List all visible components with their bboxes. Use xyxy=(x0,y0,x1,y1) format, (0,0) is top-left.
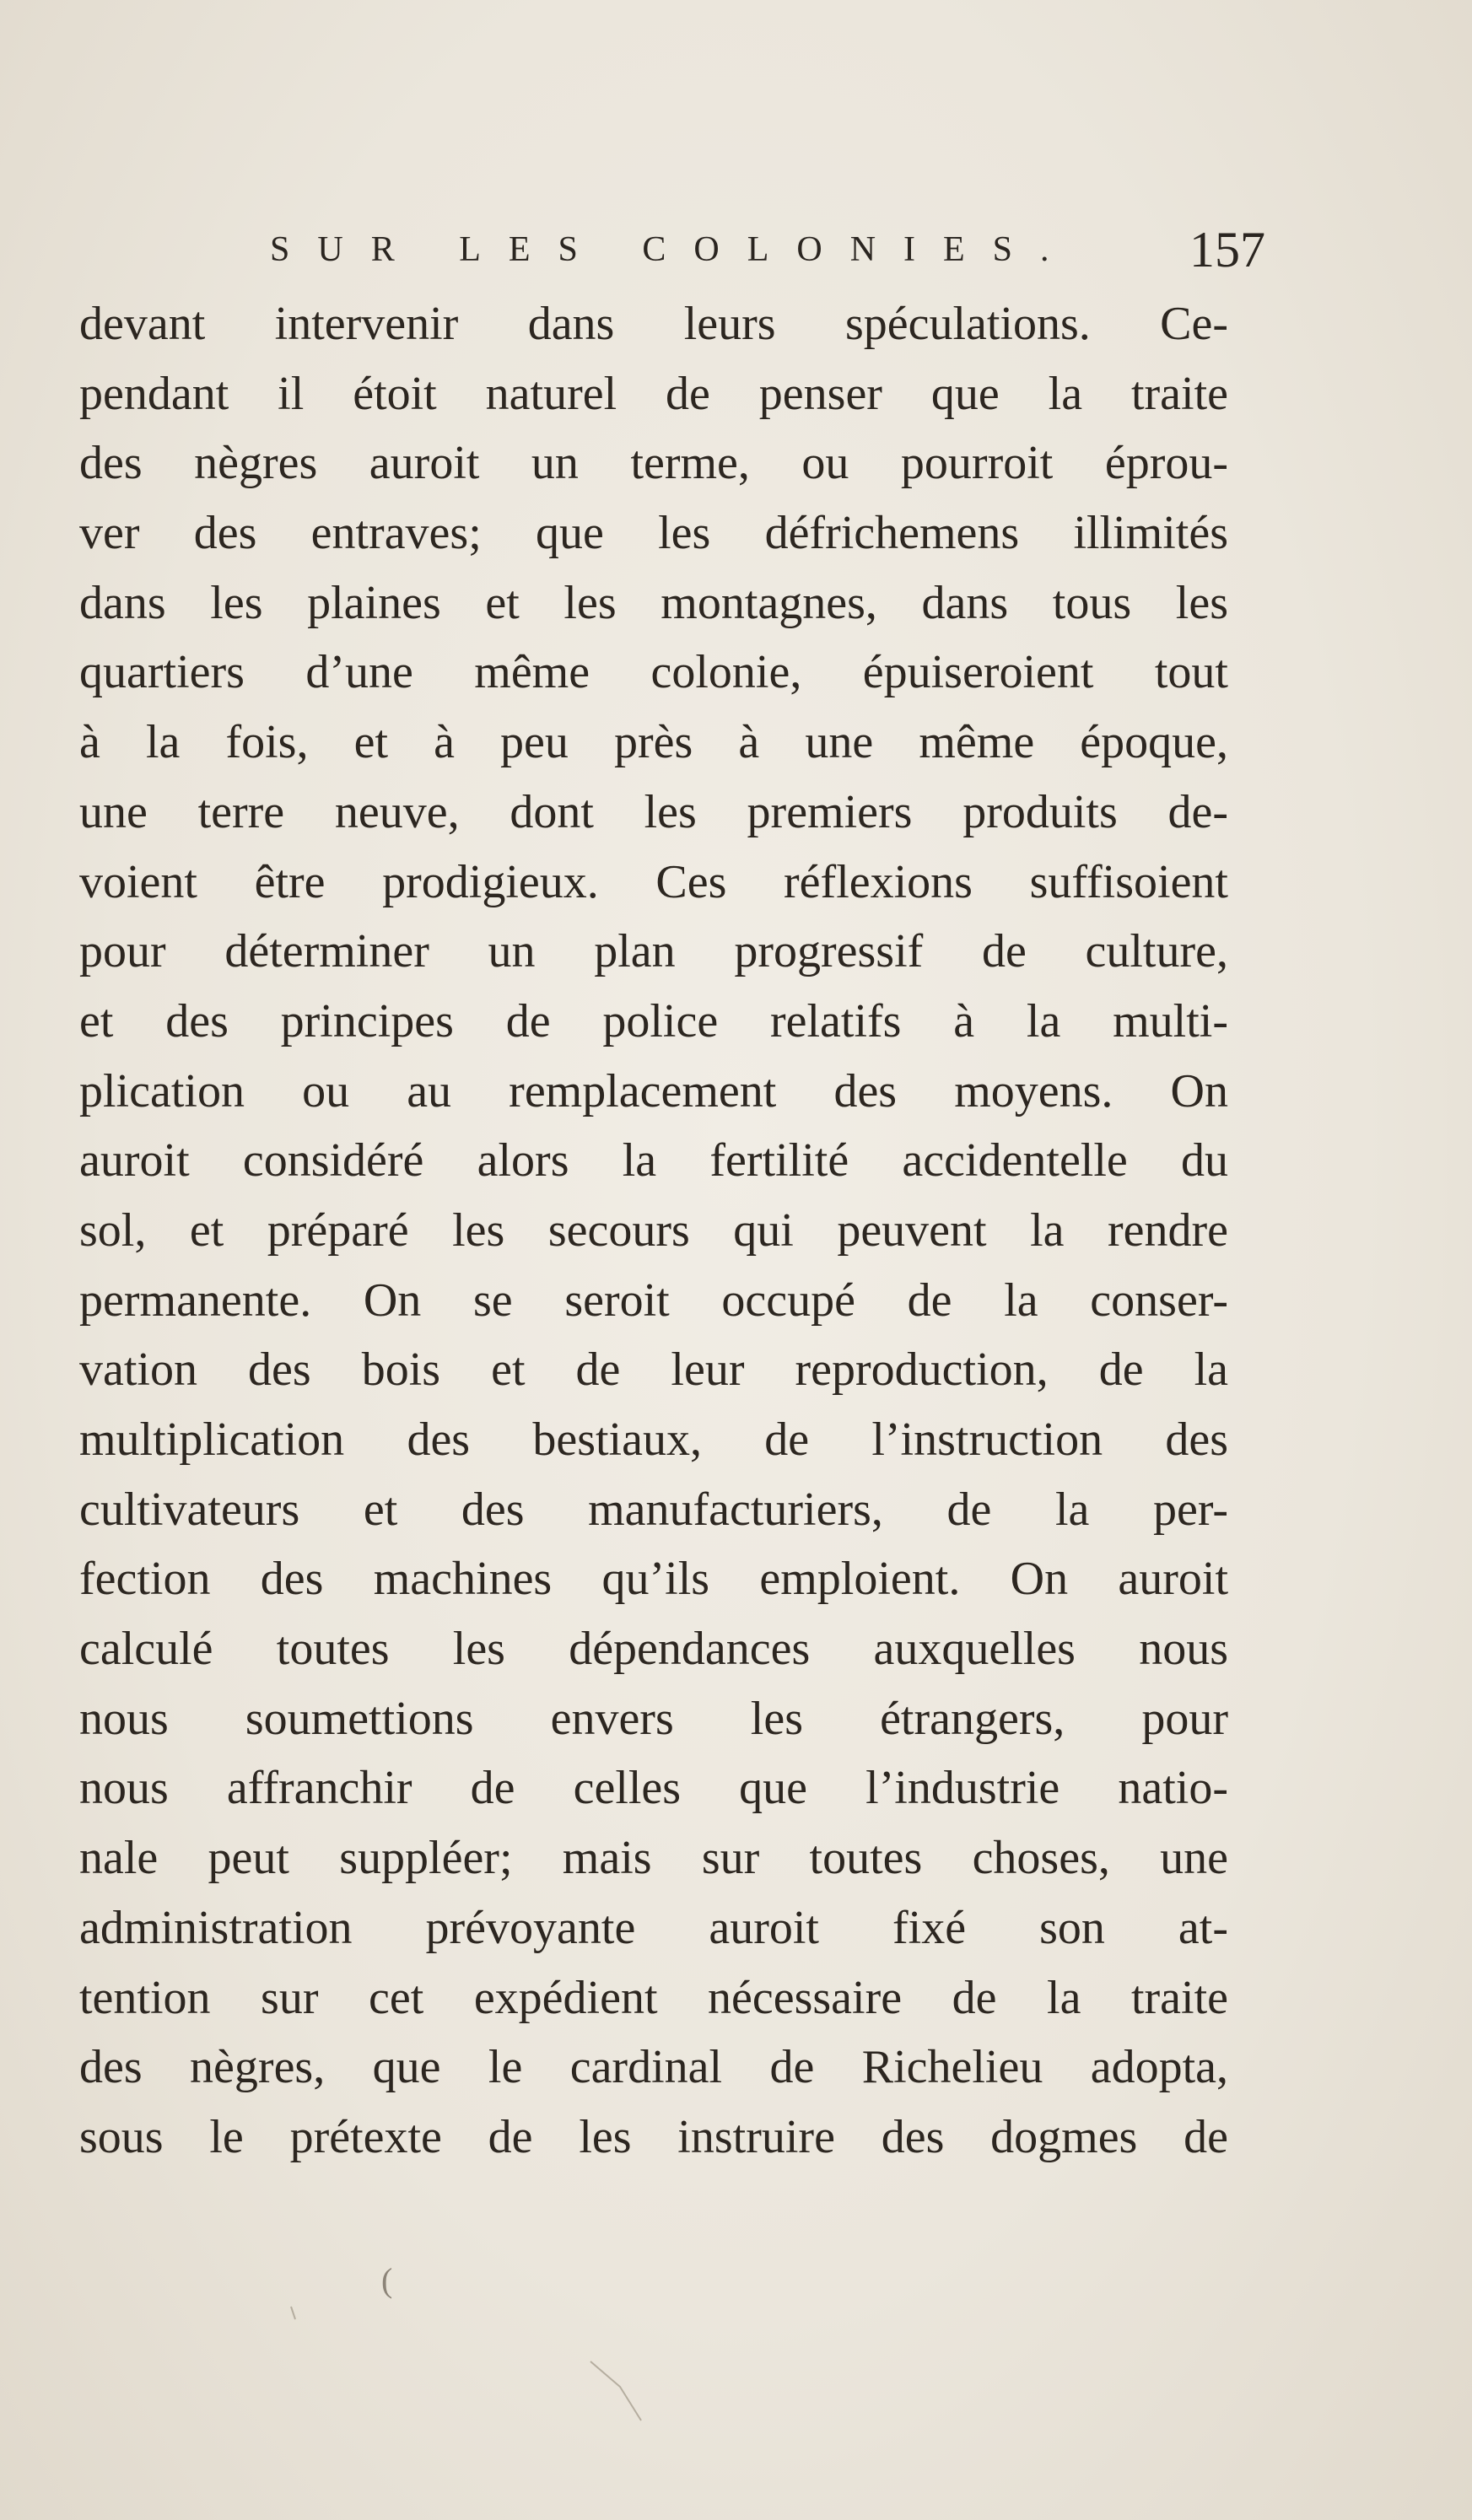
text-line: calculé toutes les dépendances auxquelles nous xyxy=(79,1623,1228,1676)
text-line: vation des bois et de leur reproduction, de la xyxy=(79,1343,1228,1397)
text-line: pour déterminer un plan progressif de culture, xyxy=(79,925,1228,978)
text-line: plication ou au remplacement des moyens. On xyxy=(79,1064,1228,1117)
page-number: 157 xyxy=(1189,222,1265,277)
text-line: quartiers d’une même colonie, épuiseroient tout xyxy=(79,646,1228,699)
scratch-mark xyxy=(291,2307,295,2319)
text-line: devant intervenir dans leurs spéculations. Ce- xyxy=(79,298,1228,350)
text-line: sous le prétexte de les instruire des dogmes de xyxy=(79,2110,1228,2163)
text-line: et des principes de police relatifs à la multi- xyxy=(79,994,1228,1047)
text-line: nous soumettions envers les étrangers, pour xyxy=(79,1692,1228,1745)
scratch-mark xyxy=(590,2361,641,2420)
body-text xyxy=(79,289,1228,2173)
text-line: permanente. On se seroit occupé de la conser- xyxy=(79,1273,1228,1327)
text-line: fection des machines qu’ils emploient. On auroit xyxy=(79,1553,1228,1606)
text-line: des nègres, que le cardinal de Richelieu adopta, xyxy=(79,2041,1228,2094)
text-line: voient être prodigieux. Ces réflexions suffisoient xyxy=(79,855,1228,908)
text-line: multiplication des bestiaux, de l’instruction des xyxy=(79,1413,1228,1466)
text-line: nous affranchir de celles que l’industrie natio- xyxy=(79,1762,1228,1815)
running-title: SUR LES COLONIES. xyxy=(270,230,1077,269)
text-line: une terre neuve, dont les premiers produits de- xyxy=(79,785,1228,838)
text-line: à la fois, et à peu près à une même époque, xyxy=(79,716,1228,769)
stray-mark: ( xyxy=(381,2261,393,2299)
text-line: auroit considéré alors la fertilité accidentelle du xyxy=(79,1134,1228,1187)
text-line: tention sur cet expédient nécessaire de la traite xyxy=(79,1971,1228,2024)
text-line: sol, et préparé les secours qui peuvent la rendre xyxy=(79,1203,1228,1257)
text-line: pendant il étoit naturel de penser que la traite xyxy=(79,367,1228,420)
running-head xyxy=(270,221,1265,288)
text-line: nale peut suppléer; mais sur toutes choses, une xyxy=(79,1832,1228,1885)
text-line: ver des entraves; que les défrichemens illimités xyxy=(79,507,1228,560)
text-line: cultivateurs et des manufacturiers, de la per- xyxy=(79,1483,1228,1536)
text-line: dans les plaines et les montagnes, dans tous les xyxy=(79,576,1228,629)
text-line: des nègres auroit un terme, ou pourroit éprou- xyxy=(79,437,1228,490)
text-line: administration prévoyante auroit fixé son at- xyxy=(79,1901,1228,1954)
